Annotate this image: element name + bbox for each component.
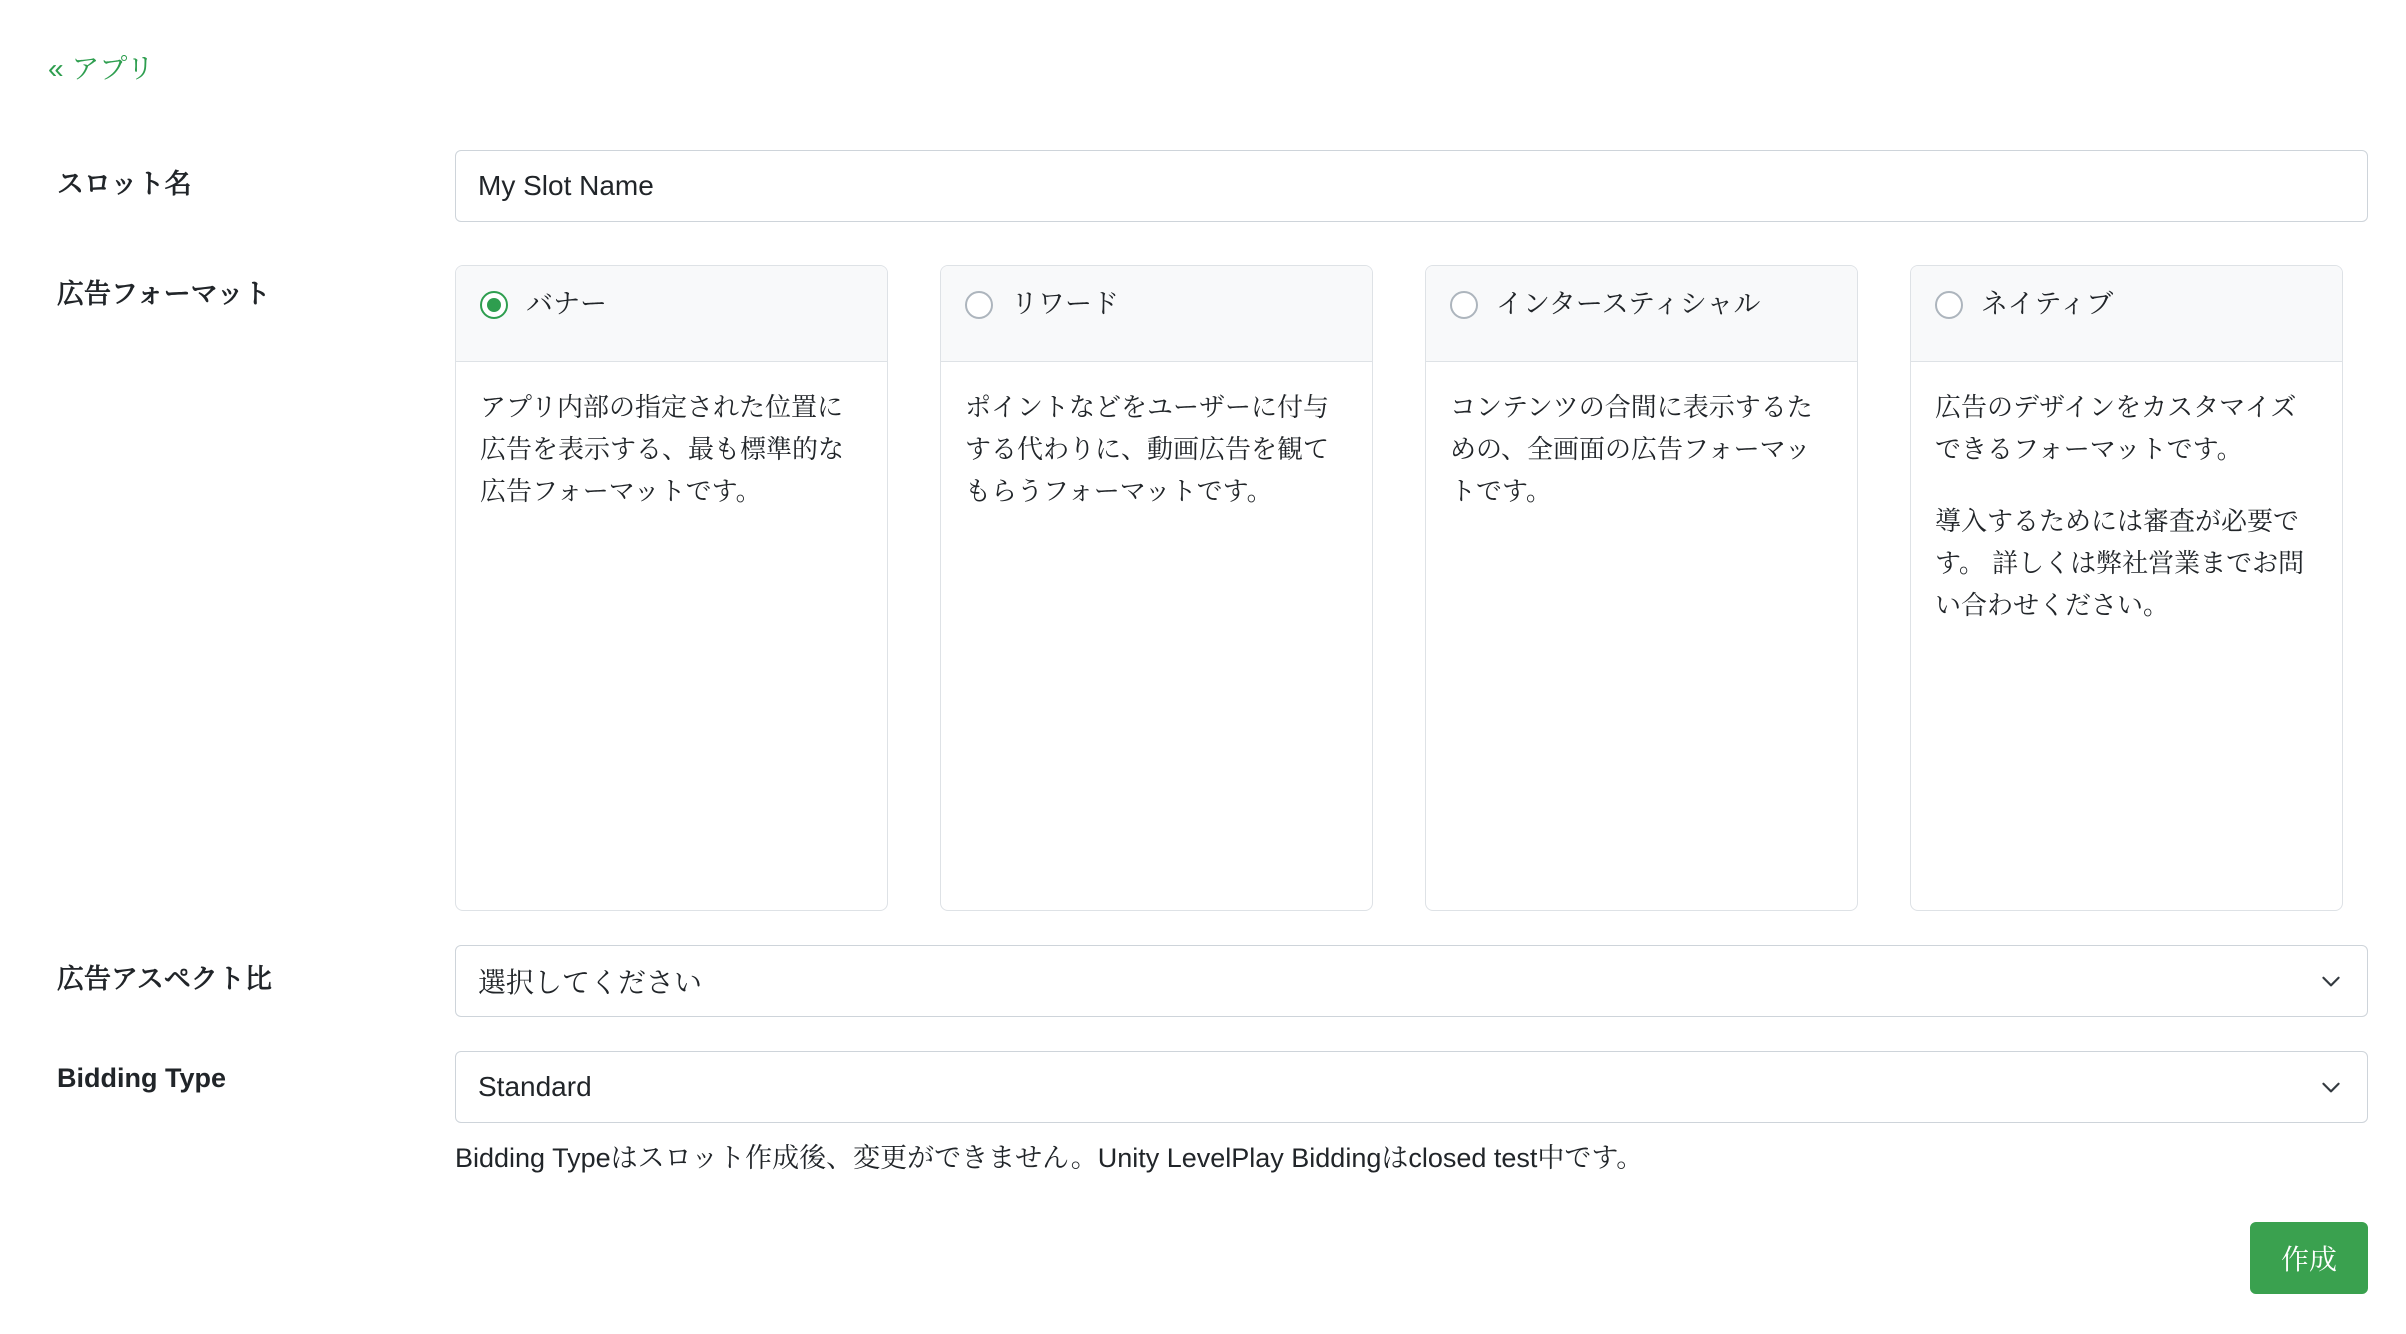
row-slot-name [0,150,2406,222]
ad-format-card-interstitial-title: インタースティシャル [1496,289,1761,319]
ad-format-card-interstitial-header[interactable] [1426,266,1857,362]
radio-interstitial-icon[interactable] [1450,291,1478,319]
ad-format-card-rewarded-body [941,362,1372,910]
ad-format-card-banner-header[interactable] [456,266,887,362]
aspect-ratio-field-wrap [455,945,2406,1017]
ad-format-field-wrap [455,260,2406,911]
aspect-ratio-select-value[interactable]: 選択してください [455,945,2368,1017]
ad-format-card-rewarded-header[interactable] [941,266,1372,362]
ad-format-card-interstitial-body [1426,362,1857,910]
aspect-ratio-select[interactable] [455,945,2368,1017]
ad-format-card-native-header[interactable] [1911,266,2342,362]
ad-format-card-native[interactable] [1910,265,2343,911]
bidding-type-select[interactable] [455,1051,2368,1123]
slot-name-input[interactable] [455,150,2368,222]
ad-format-card-banner-desc: アプリ内部の指定された位置に広告を表示する、最も標準的な広告フォーマットです。 [480,392,845,507]
slot-form [0,150,2406,1294]
ad-format-card-interstitial[interactable] [1425,265,1858,911]
create-button[interactable]: 作成 [2250,1222,2368,1294]
ad-format-card-native-title: ネイティブ [1981,289,2114,319]
radio-banner-icon[interactable] [480,291,508,319]
ad-format-card-banner-title: バナー [526,289,607,319]
ad-format-card-rewarded[interactable] [940,265,1373,911]
row-ad-format [0,260,2406,911]
ad-format-card-interstitial-desc: コンテンツの合間に表示するための、全画面の広告フォーマットです。 [1450,392,1813,507]
row-aspect-ratio [0,945,2406,1017]
ad-format-card-native-desc-2: 導入するためには審査が必要です。 詳しくは弊社営業までお問い合わせください。 [1935,506,2305,621]
bidding-type-helper-text: Bidding Typeはスロット作成後、変更ができません。Unity LevelPlay Biddingはclosed test中です。 [455,1143,1644,1173]
bidding-type-label: Bidding Type [57,1063,226,1093]
submit-row [0,1222,2406,1294]
ad-format-card-native-body [1911,362,2342,910]
ad-format-card-banner[interactable] [455,265,888,911]
ad-format-card-native-desc-1: 広告のデザインをカスタマイズできるフォーマットです。 [1935,392,2297,465]
bidding-type-field-wrap [455,1051,2406,1178]
row-bidding-type [0,1051,2406,1178]
breadcrumb-back-to-apps[interactable]: « アプリ [48,53,155,84]
ad-format-card-rewarded-desc: ポイントなどをユーザーに付与する代わりに、動画広告を観てもらうフォーマットです。 [965,392,1330,507]
ad-format-card-rewarded-title: リワード [1011,289,1119,319]
slot-name-label: スロット名 [57,169,192,199]
ad-format-card-banner-body [456,362,887,910]
aspect-ratio-label: 広告アスペクト比 [57,964,272,994]
slot-name-field-wrap [455,150,2406,222]
ad-format-label: 広告フォーマット [57,279,271,309]
bidding-type-select-value[interactable]: Standard [455,1051,2368,1123]
radio-native-icon[interactable] [1935,291,1963,319]
ad-format-card-group [455,260,2368,911]
radio-rewarded-icon[interactable] [965,291,993,319]
